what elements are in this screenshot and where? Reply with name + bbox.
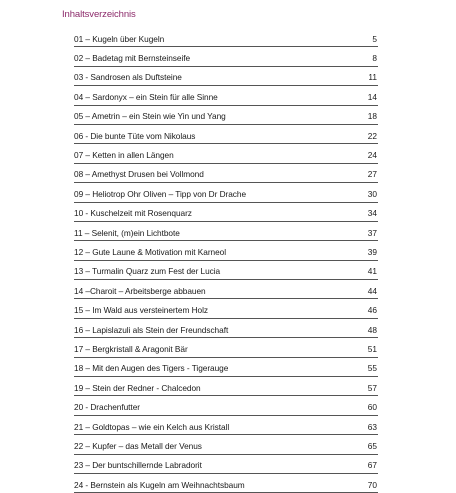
toc-entry[interactable] (74, 299, 378, 318)
toc-entry[interactable] (74, 358, 378, 377)
toc-entry-page-number: 27 (367, 169, 377, 180)
toc-entry-title: 23 – Der buntschillernde Labradorit (74, 460, 202, 471)
toc-entry[interactable] (74, 67, 378, 86)
toc-entry[interactable] (74, 222, 378, 241)
toc-entry-title: 08 – Amethyst Drusen bei Vollmond (74, 169, 204, 180)
toc-entry-title: 24 - Bernstein als Kugeln am Weihnachtsbaum (74, 479, 245, 490)
toc-entry-title: 01 – Kugeln über Kugeln (74, 33, 165, 44)
toc-entry-page-number: 30 (367, 188, 377, 199)
toc-entry-title: 13 – Turmalin Quarz zum Fest der Lucia (74, 266, 221, 277)
toc-entry[interactable] (74, 396, 378, 415)
toc-entry-page-number: 46 (367, 305, 377, 316)
toc-entry-page-number: 48 (367, 324, 377, 335)
toc-entry-title: 04 – Sardonyx – ein Stein für alle Sinne (74, 91, 218, 102)
toc-heading: Inhaltsverzeichnis (62, 9, 136, 20)
toc-entry-title: 05 – Ametrin – ein Stein wie Yin und Yang (74, 111, 226, 122)
toc-entry-page-number: 60 (367, 402, 377, 413)
toc-entry-title: 09 – Heliotrop Ohr Oliven – Tipp von Dr Drache (74, 188, 247, 199)
toc-entry[interactable] (74, 86, 378, 105)
toc-entry-page-number: 37 (367, 227, 377, 238)
toc-entry-title: 15 – Im Wald aus versteinertem Holz (74, 305, 208, 316)
toc-entry-page-number: 57 (367, 382, 377, 393)
toc-entry[interactable] (74, 125, 378, 144)
toc-entry-title: 20 - Drachenfutter (74, 402, 140, 413)
toc-entry-title: 16 – Lapislazuli als Stein der Freundschaft (74, 324, 229, 335)
toc-entry-page-number: 39 (367, 246, 377, 257)
toc-entry[interactable] (74, 455, 378, 474)
toc-entry-page-number: 55 (367, 363, 377, 374)
toc-entry-page-number: 8 (372, 53, 377, 64)
toc-entry-page-number: 14 (367, 91, 377, 102)
toc-entry-title: 14 –Charoit – Arbeitsberge abbauen (74, 285, 206, 296)
toc-entry-title: 18 – Mit den Augen des Tigers - Tigerauge (74, 363, 229, 374)
toc-entry[interactable] (74, 183, 378, 202)
toc-entry[interactable] (74, 106, 378, 125)
toc-entry[interactable] (74, 28, 378, 47)
toc-entry-title: 21 – Goldtopas – wie ein Kelch aus Kristall (74, 421, 230, 432)
toc-entry-page-number: 5 (372, 33, 377, 44)
toc-entry[interactable] (74, 474, 378, 493)
toc-entry-title: 12 – Gute Laune & Motivation mit Karneol (74, 246, 227, 257)
toc-entry-title: 10 - Kuschelzeit mit Rosenquarz (74, 208, 192, 219)
toc-entry[interactable] (74, 416, 378, 435)
toc-entry[interactable] (74, 203, 378, 222)
toc-entry-title: 02 – Badetag mit Bernsteinseife (74, 53, 191, 64)
toc-entry-page-number: 34 (367, 208, 377, 219)
toc-entry[interactable] (74, 435, 378, 454)
toc-list (74, 28, 378, 493)
toc-entry[interactable] (74, 144, 378, 163)
toc-entry-page-number: 18 (367, 111, 377, 122)
toc-entry[interactable] (74, 338, 378, 357)
toc-entry[interactable] (74, 377, 378, 396)
toc-entry[interactable] (74, 261, 378, 280)
toc-entry-title: 03 - Sandrosen als Duftsteine (74, 72, 182, 83)
toc-entry-page-number: 70 (367, 479, 377, 490)
toc-entry[interactable] (74, 164, 378, 183)
toc-entry-title: 22 – Kupfer – das Metall der Venus (74, 440, 202, 451)
toc-entry-page-number: 22 (367, 130, 377, 141)
toc-entry[interactable] (74, 280, 378, 299)
toc-entry[interactable] (74, 319, 378, 338)
toc-entry-title: 17 – Bergkristall & Aragonit Bär (74, 343, 188, 354)
toc-entry-title: 19 – Stein der Redner - Chalcedon (74, 382, 201, 393)
toc-entry-page-number: 41 (367, 266, 377, 277)
toc-entry-page-number: 65 (367, 440, 377, 451)
toc-entry-page-number: 67 (367, 460, 377, 471)
toc-entry-page-number: 51 (367, 343, 377, 354)
toc-entry-page-number: 44 (367, 285, 377, 296)
toc-entry-page-number: 11 (368, 72, 377, 83)
toc-entry-title: 11 – Selenit, (m)ein Lichtbote (74, 227, 180, 238)
toc-entry-page-number: 24 (367, 150, 377, 161)
toc-entry[interactable] (74, 241, 378, 260)
toc-entry-page-number: 63 (367, 421, 377, 432)
toc-entry-title: 06 - Die bunte Tüte vom Nikolaus (74, 130, 196, 141)
toc-entry-title: 07 – Ketten in allen Längen (74, 150, 174, 161)
toc-entry[interactable] (74, 47, 378, 66)
